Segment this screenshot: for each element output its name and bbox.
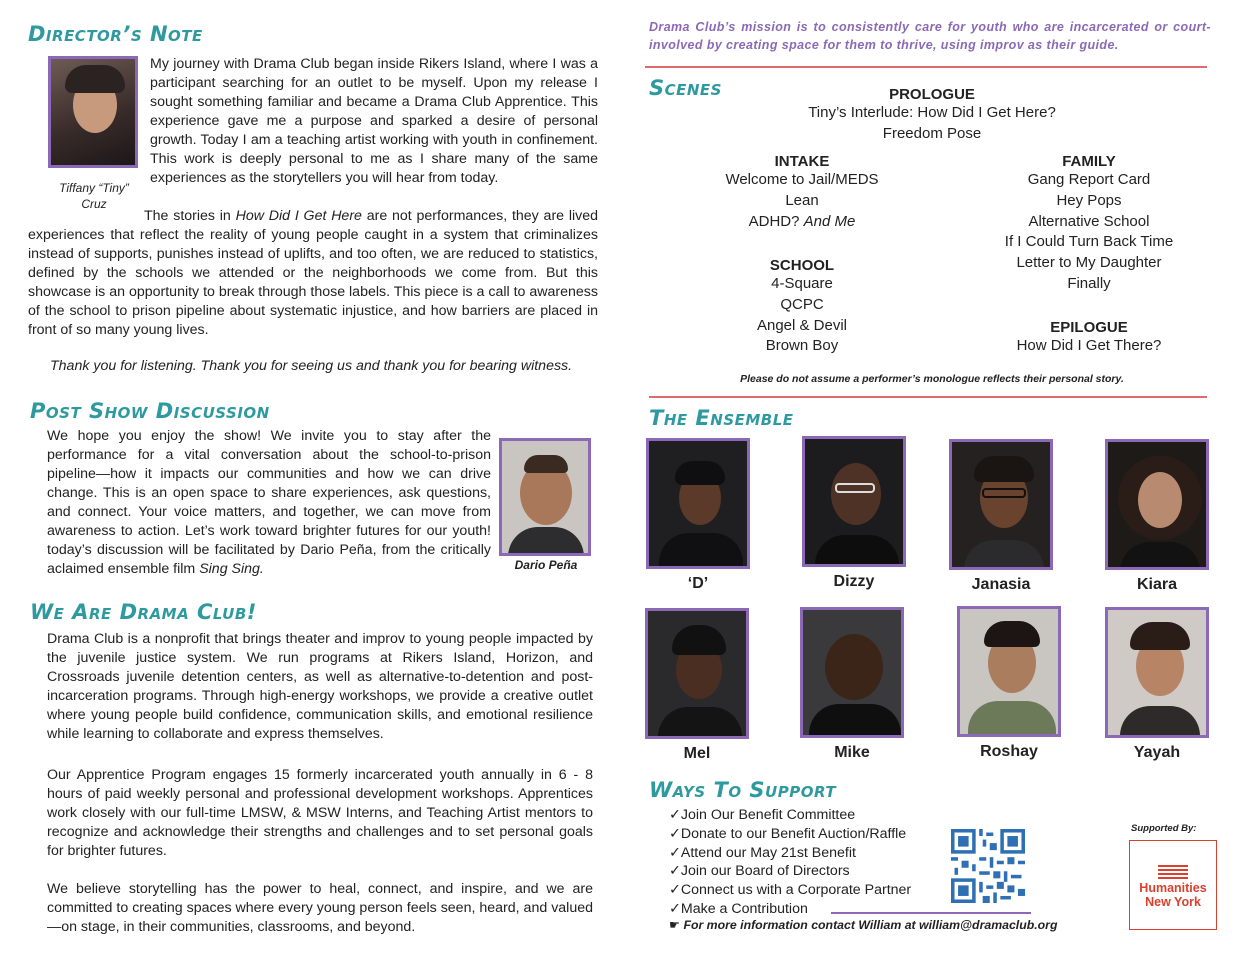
support-item [669, 806, 969, 825]
pointing-hand-icon: ☛ [669, 918, 684, 932]
support-item-label: Connect us with a Corporate Partner [680, 882, 912, 899]
about-para-1: Drama Club is a nonprofit that brings theater and improv to young people impacted by the juvenile justice system. We run programs at Rikers Island, Horizon, and Crossroads juvenile detention centers, as well as alternative-to-detention and post-incarceration programs. Through high-energy workshops, we provide a creative outlet where young people build confidence, communication skills, and emotional resilience while learning to collaborate and express themselves. [47, 631, 593, 742]
scene-item: Angel & Devil [756, 316, 848, 334]
support-item-label: Attend our May 21st Benefit [680, 844, 856, 861]
scene-item: Lean [785, 191, 819, 209]
discussion-heading: Post Show Discussion [30, 399, 270, 423]
member-name: Mike [834, 744, 870, 761]
scene-item: If I Could Turn Back Time [1004, 233, 1174, 251]
director-caption: Tiffany “Tiny” Cruz [59, 181, 129, 211]
mission-statement: Drama Club’s mission is to consistently care for youth who are incarcerated or court-involved by creating space for them to thrive, using improv as their guide. [649, 20, 1211, 52]
support-item [669, 844, 969, 863]
supported-by-label: Supported By: [1131, 823, 1197, 834]
support-item-label: Join our Board of Directors [680, 863, 850, 880]
show-title: How Did I Get Here [235, 208, 362, 224]
sponsor-line-1: Humanities [1139, 881, 1207, 895]
scene-item: Finally [1067, 274, 1111, 292]
about-heading: We Are Drama Club! [30, 600, 257, 624]
director-para-1: My journey with Drama Club began inside Rikers Island, where I was a participant searching for an outlet to be myself. Upon my release I sought something familiar and became a Drama Club Apprentice. This experience gave me a purpose and sparked a desire of personal growth. Today I am a teaching artist working with youth in confinement. This work is deeply personal to me as I share many of the same experiences as the storytellers you will hear from today. [150, 56, 598, 186]
ensemble-member-d [646, 438, 750, 593]
member-photo [957, 606, 1061, 737]
member-photo [645, 608, 749, 739]
support-list [669, 806, 969, 919]
check-icon: ✓ [669, 882, 681, 899]
scene-item-adhd [692, 212, 912, 233]
member-photo [646, 438, 750, 569]
scene-item: Hey Pops [1056, 191, 1122, 209]
support-item-label: Make a Contribution [680, 900, 808, 917]
support-item-label: Donate to our Benefit Auction/Raffle [680, 825, 907, 842]
scene-item: How Did I Get There? [1016, 337, 1162, 354]
member-name: Mel [683, 745, 711, 762]
dario-caption: Dario Peña [514, 558, 578, 572]
scene-item: Alternative School [1028, 212, 1150, 230]
scene-item: Freedom Pose [882, 124, 982, 142]
support-item [669, 900, 969, 919]
humanities-ny-logo [1129, 840, 1217, 930]
flag-icon [1158, 865, 1188, 879]
qr-code[interactable] [950, 828, 1026, 904]
scenes-heading: Scenes [649, 76, 722, 100]
about-para-2: Our Apprentice Program engages 15 formerly incarcerated youth annually in 6 - 8 hours of paid weekly personal and professional development workshops. Apprentices work closely with our full-time LMSW, & MSW Interns, and Teaching Artist mentors to recognize and acknowledge their strengths and challenges and to set personal goals for brighter futures. [47, 767, 593, 859]
check-icon: ✓ [669, 807, 681, 823]
contact-text: For more information contact William at william@dramaclub.org [683, 918, 1058, 932]
ensemble-member-dizzy [802, 436, 906, 591]
support-item [669, 881, 969, 900]
ensemble-member-roshay [957, 606, 1061, 761]
support-item [669, 862, 969, 881]
member-photo [1105, 607, 1209, 738]
sponsor-line-2: New York [1145, 895, 1201, 909]
member-photo [800, 607, 904, 738]
film-title: Sing Sing. [199, 561, 264, 577]
member-photo [802, 436, 906, 567]
directors-note-heading: Director’s Note [28, 22, 203, 46]
prologue-title: PROLOGUE [889, 86, 975, 103]
director-para-2-pre: The stories in [144, 208, 236, 224]
scene-item: Brown Boy [765, 337, 839, 355]
member-name: Roshay [980, 743, 1038, 760]
family-block [969, 153, 1209, 295]
check-icon: ✓ [669, 900, 681, 917]
ensemble-member-yayah [1105, 607, 1209, 762]
director-para-2-post: are not performances, they are lived experiences that reflect the reality of young people caught in a system that criminalizes instead of supports, punishes instead of uplifts, and too often, we are reduced to statistics, defined by the schools we attended or the neighborhoods we come from. But this showcase is an opportunity to break through those labels. This piece is a call to awareness of the school to prison pipeline about systematic injustice, and how barriers are placed in front of so many young lives. [28, 208, 599, 338]
prologue-block [745, 86, 1119, 145]
contact-underline [831, 912, 1031, 914]
member-photo [949, 439, 1053, 570]
adhd-em: And Me [803, 212, 856, 230]
ensemble-member-kiara [1105, 439, 1209, 594]
member-name: Yayah [1133, 744, 1181, 761]
intake-title: INTAKE [774, 153, 830, 170]
dario-photo [499, 438, 591, 556]
member-name: Kiara [1136, 576, 1178, 593]
scene-item: Gang Report Card [1027, 171, 1151, 188]
mission-divider [645, 66, 1207, 68]
check-icon: ✓ [669, 863, 681, 880]
scenes-divider [649, 396, 1207, 398]
adhd-pre: ADHD? [748, 212, 804, 230]
director-thanks: Thank you for listening. Thank you for seeing us and thank you for bearing witness. [50, 358, 573, 374]
school-block [692, 257, 912, 357]
family-title: FAMILY [1062, 153, 1116, 170]
epilogue-block [969, 319, 1209, 357]
intake-block [692, 153, 912, 232]
member-name: ‘D’ [687, 575, 709, 592]
scene-item: 4-Square [771, 275, 833, 292]
check-icon: ✓ [669, 844, 681, 861]
member-photo [1105, 439, 1209, 570]
check-icon: ✓ [669, 825, 681, 842]
member-name: Dizzy [833, 573, 875, 590]
support-item [669, 825, 969, 844]
support-heading: Ways To Support [649, 778, 837, 802]
ensemble-member-janasia [949, 439, 1053, 594]
scene-item: QCPC [780, 295, 824, 313]
discussion-text [47, 427, 491, 579]
director-para-2 [28, 207, 598, 340]
scene-item: Letter to My Daughter [1016, 254, 1162, 272]
director-photo [48, 56, 138, 168]
about-para-3: We believe storytelling has the power to heal, connect, and inspire, and we are committed to creating spaces where every young person feels seen, heard, and valued—on stage, in their communities, classrooms, and beyond. [47, 881, 593, 935]
scene-item: Tiny’s Interlude: How Did I Get Here? [808, 104, 1056, 121]
scene-item: Welcome to Jail/MEDS [725, 171, 879, 188]
contact-line [669, 918, 1139, 932]
ensemble-heading: The Ensemble [649, 406, 794, 430]
ensemble-member-mike [800, 607, 904, 762]
epilogue-title: EPILOGUE [1050, 319, 1128, 336]
discussion-text-main: We hope you enjoy the show! We invite you to stay after the performance for a vital conversation about the school-to-prison pipeline—how it impacts our communities and how we can drive change. This is an open space to share experiences, ask questions, and connect. Your voice matters, and together, we can move from awareness to action. Let’s work toward brighter futures for our youth! today’s discussion will be facilitated by Dario Peña, from the critically aclaimed ensemble film [47, 428, 491, 577]
support-item-label: Join Our Benefit Committee [680, 807, 856, 823]
school-title: SCHOOL [769, 257, 835, 274]
member-name: Janasia [971, 576, 1031, 593]
scenes-note: Please do not assume a performer’s monologue reflects their personal story. [740, 373, 1124, 385]
ensemble-member-mel [645, 608, 749, 763]
